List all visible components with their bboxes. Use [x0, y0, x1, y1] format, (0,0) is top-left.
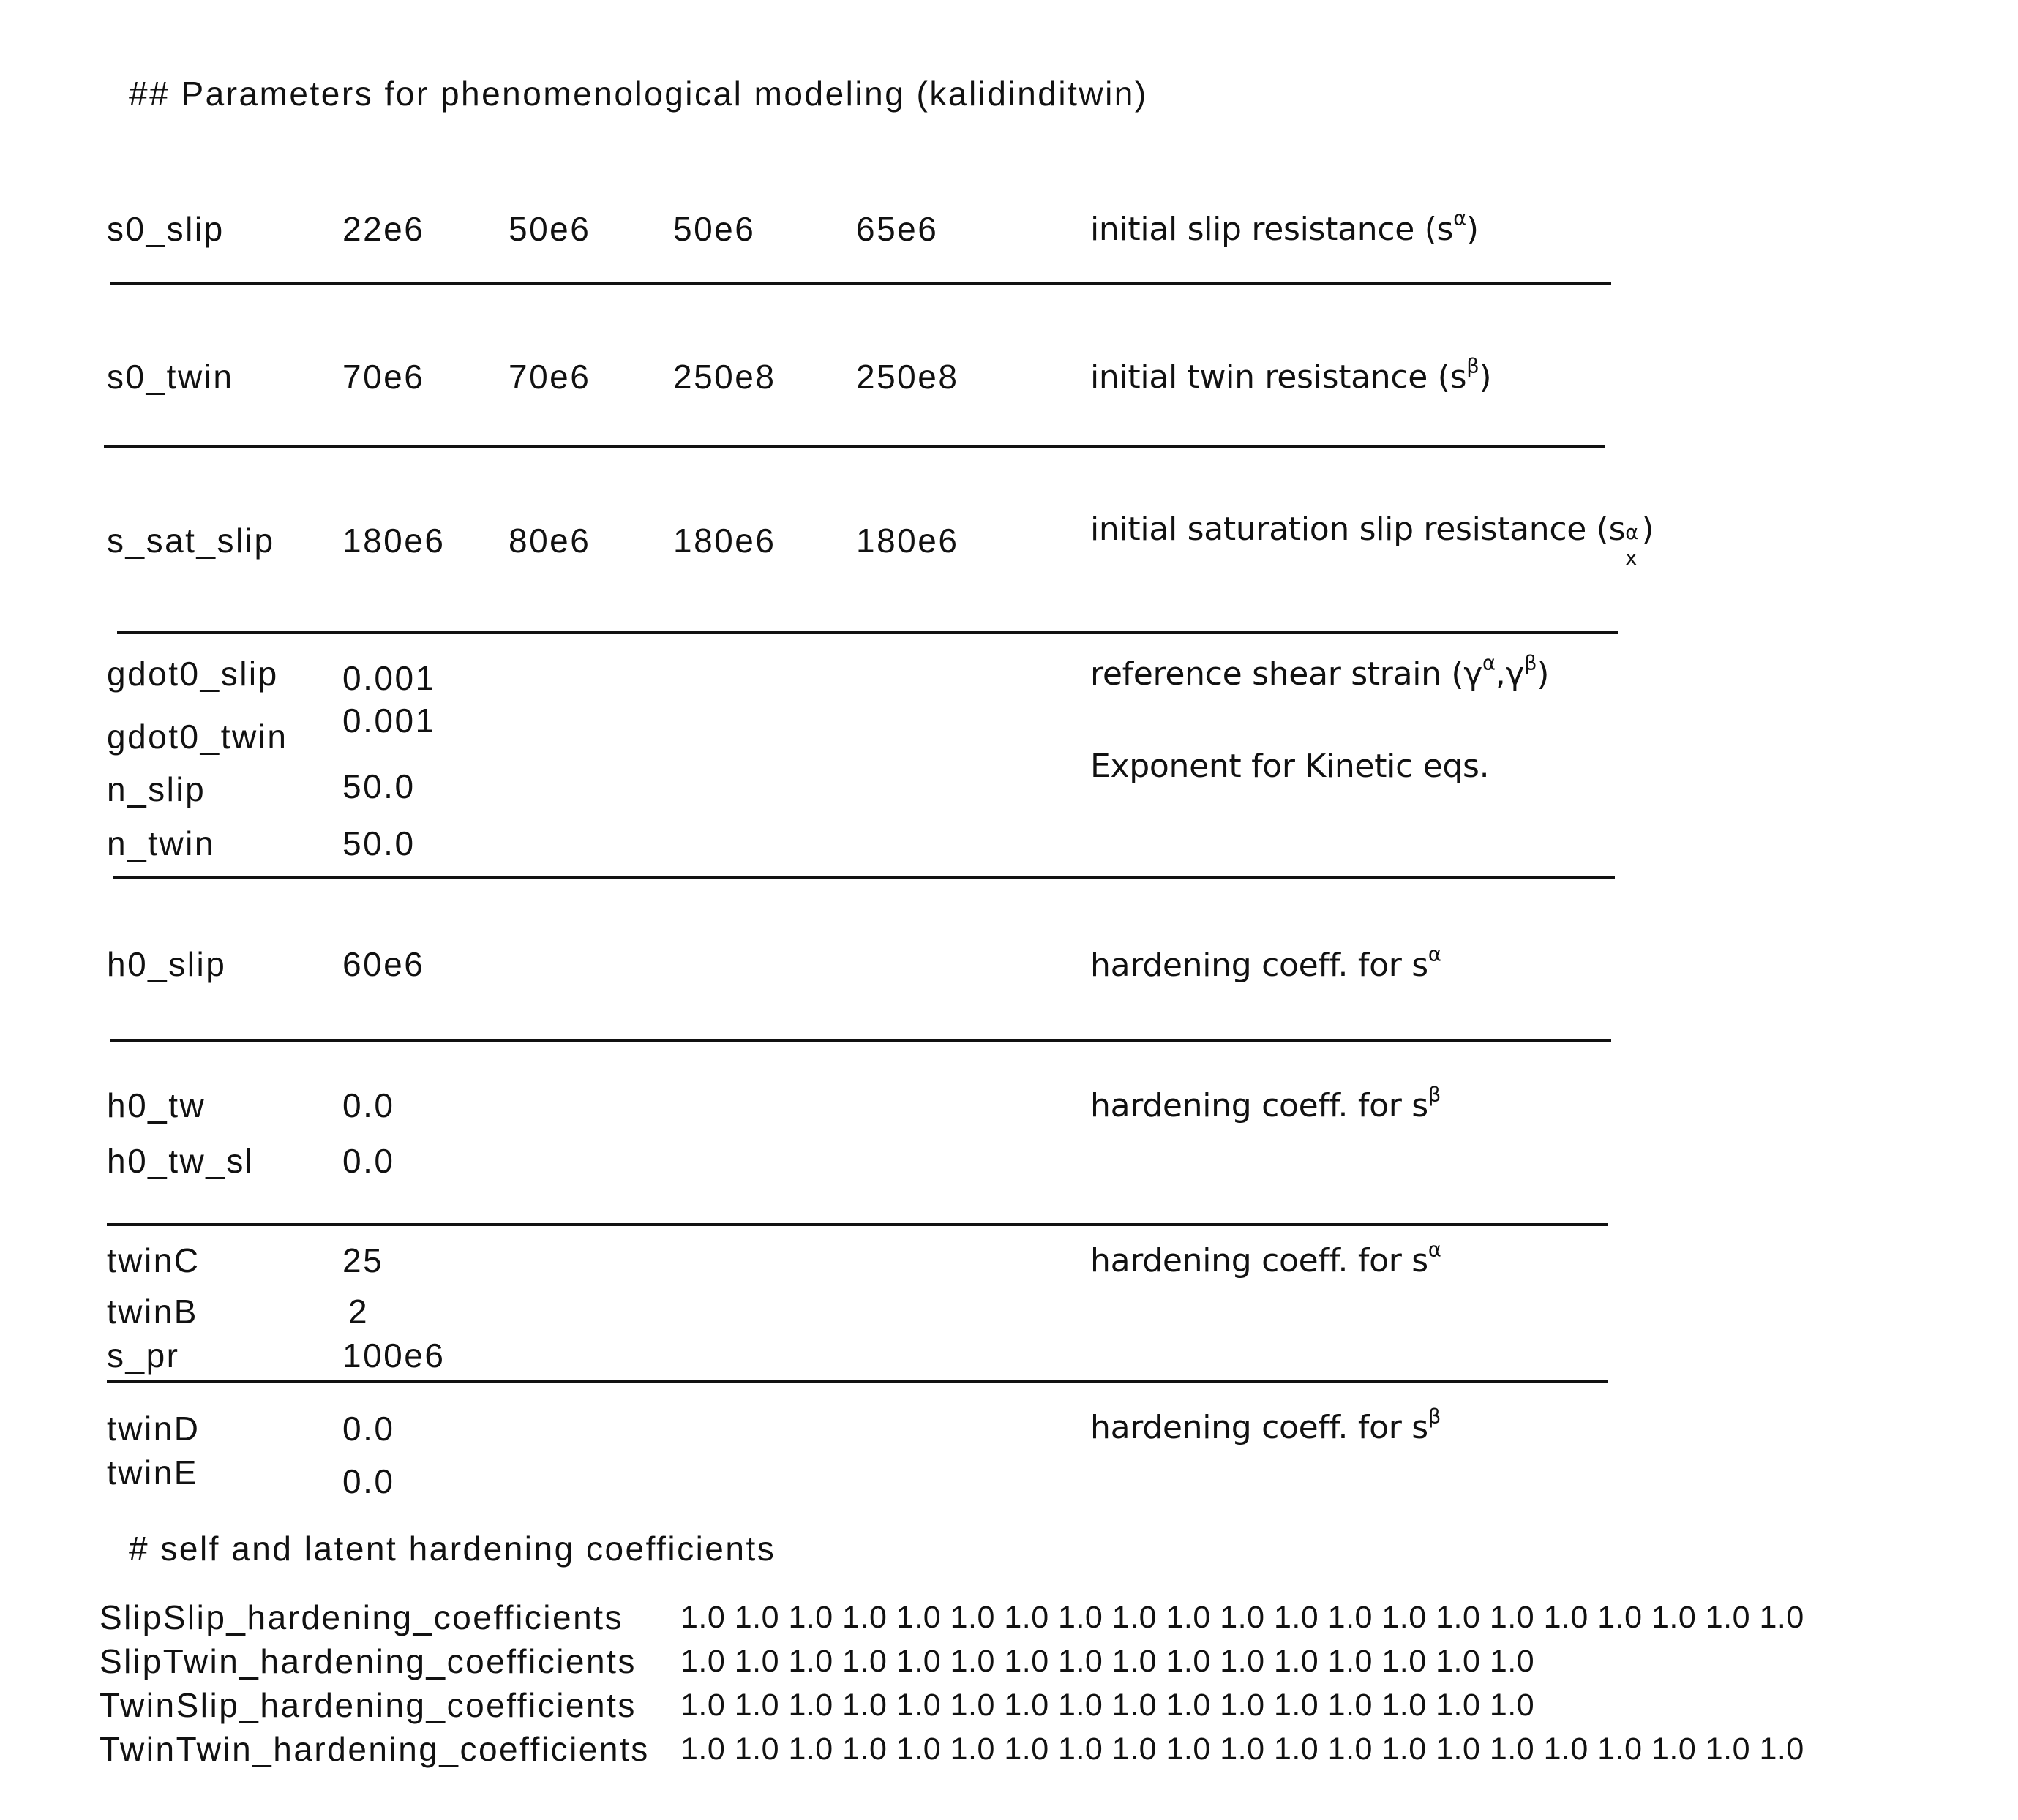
param-value: 2 — [348, 1293, 370, 1331]
description-twinc: hardening coeff. for $s^\alpha$ — [1090, 1238, 1441, 1279]
divider — [107, 1223, 1608, 1226]
param-name-twine: twinE — [107, 1454, 198, 1492]
param-value: 0.001 — [342, 659, 436, 697]
param-value: 70e6 — [509, 358, 591, 396]
description-s-sat-slip: initial saturation slip resistance (s α x ) — [1090, 511, 1654, 571]
param-value: 22e6 — [342, 210, 425, 248]
param-value: 0.0 — [342, 1462, 395, 1500]
param-value: 180e6 — [342, 522, 446, 560]
param-value: 0.0 — [342, 1086, 395, 1124]
description-twind: hardening coeff. for $s^\beta$ — [1090, 1405, 1441, 1446]
param-value: 25 — [342, 1241, 384, 1279]
hardening-comment: # self and latent hardening coefficients — [129, 1530, 776, 1568]
hardening-values-sliptwin: 1.0 1.0 1.0 1.0 1.0 1.0 1.0 1.0 1.0 1.0 1.0 1.0 1.0 1.0 1.0 1.0 — [680, 1644, 1535, 1679]
divider — [113, 876, 1615, 879]
description-h0-tw: hardening coeff. for $s^\beta$ — [1090, 1083, 1441, 1124]
hardening-name-twinslip: TwinSlip_hardening_coefficients — [100, 1686, 637, 1724]
param-name-n-slip: n_slip — [107, 770, 206, 808]
page-header: ## Parameters for phenomenological modeling (kalidinditwin) — [129, 75, 1148, 113]
param-value: 180e6 — [673, 522, 776, 560]
param-value: 50.0 — [342, 767, 416, 805]
hardening-name-twintwin: TwinTwin_hardening_coefficients — [100, 1730, 650, 1768]
divider — [117, 631, 1618, 634]
description-h0-slip: hardening coeff. for $s^\alpha$ — [1090, 943, 1441, 984]
param-value: 65e6 — [856, 210, 939, 248]
param-value: 80e6 — [509, 522, 591, 560]
hardening-values-slipslip: 1.0 1.0 1.0 1.0 1.0 1.0 1.0 1.0 1.0 1.0 1.0 1.0 1.0 1.0 1.0 1.0 1.0 1.0 1.0 1.0 1.0 — [680, 1600, 1804, 1635]
param-name-s0-slip: s0_slip — [107, 210, 225, 248]
param-name-n-twin: n_twin — [107, 824, 215, 862]
param-value: 50.0 — [342, 824, 416, 862]
param-value: 50e6 — [673, 210, 756, 248]
param-name-twinc: twinC — [107, 1241, 200, 1279]
param-value: 70e6 — [342, 358, 425, 396]
param-name-twind: twinD — [107, 1410, 200, 1448]
divider — [110, 282, 1611, 285]
param-name-twinb: twinB — [107, 1293, 198, 1331]
param-name-s-pr: s_pr — [107, 1336, 180, 1375]
param-value: 100e6 — [342, 1336, 446, 1375]
param-value: 50e6 — [509, 210, 591, 248]
description-exponent: Exponent for Kinetic eqs. — [1090, 748, 1490, 785]
description-gdot0: reference shear strain $(\gamma^\alpha,\gamma^\beta)$ — [1090, 652, 1550, 693]
param-value: 60e6 — [342, 945, 425, 983]
param-value: 250e8 — [673, 358, 776, 396]
description-s0-twin: initial twin resistance $(s^\beta)$ — [1090, 355, 1492, 396]
param-name-h0-slip: h0_slip — [107, 945, 227, 983]
divider — [110, 1039, 1611, 1042]
param-value: 250e8 — [856, 358, 959, 396]
param-value: 0.001 — [342, 702, 436, 740]
divider — [104, 445, 1605, 448]
param-name-gdot0-twin: gdot0_twin — [107, 718, 288, 756]
param-name-h0-tw: h0_tw — [107, 1086, 206, 1124]
param-value: 0.0 — [342, 1410, 395, 1448]
param-name-gdot0-slip: gdot0_slip — [107, 655, 279, 693]
param-name-s0-twin: s0_twin — [107, 358, 234, 396]
param-value: 0.0 — [342, 1142, 395, 1180]
param-value: 180e6 — [856, 522, 959, 560]
hardening-name-slipslip: SlipSlip_hardening_coefficients — [100, 1598, 623, 1636]
description-s0-slip: initial slip resistance $(s^\alpha)$ — [1090, 207, 1479, 248]
param-name-s-sat-slip: s_sat_slip — [107, 522, 275, 560]
divider — [107, 1380, 1608, 1383]
hardening-values-twintwin: 1.0 1.0 1.0 1.0 1.0 1.0 1.0 1.0 1.0 1.0 1.0 1.0 1.0 1.0 1.0 1.0 1.0 1.0 1.0 1.0 1.0 — [680, 1731, 1804, 1767]
param-name-h0-tw-sl: h0_tw_sl — [107, 1142, 255, 1180]
hardening-name-sliptwin: SlipTwin_hardening_coefficients — [100, 1642, 637, 1680]
hardening-values-twinslip: 1.0 1.0 1.0 1.0 1.0 1.0 1.0 1.0 1.0 1.0 1.0 1.0 1.0 1.0 1.0 1.0 — [680, 1688, 1535, 1723]
